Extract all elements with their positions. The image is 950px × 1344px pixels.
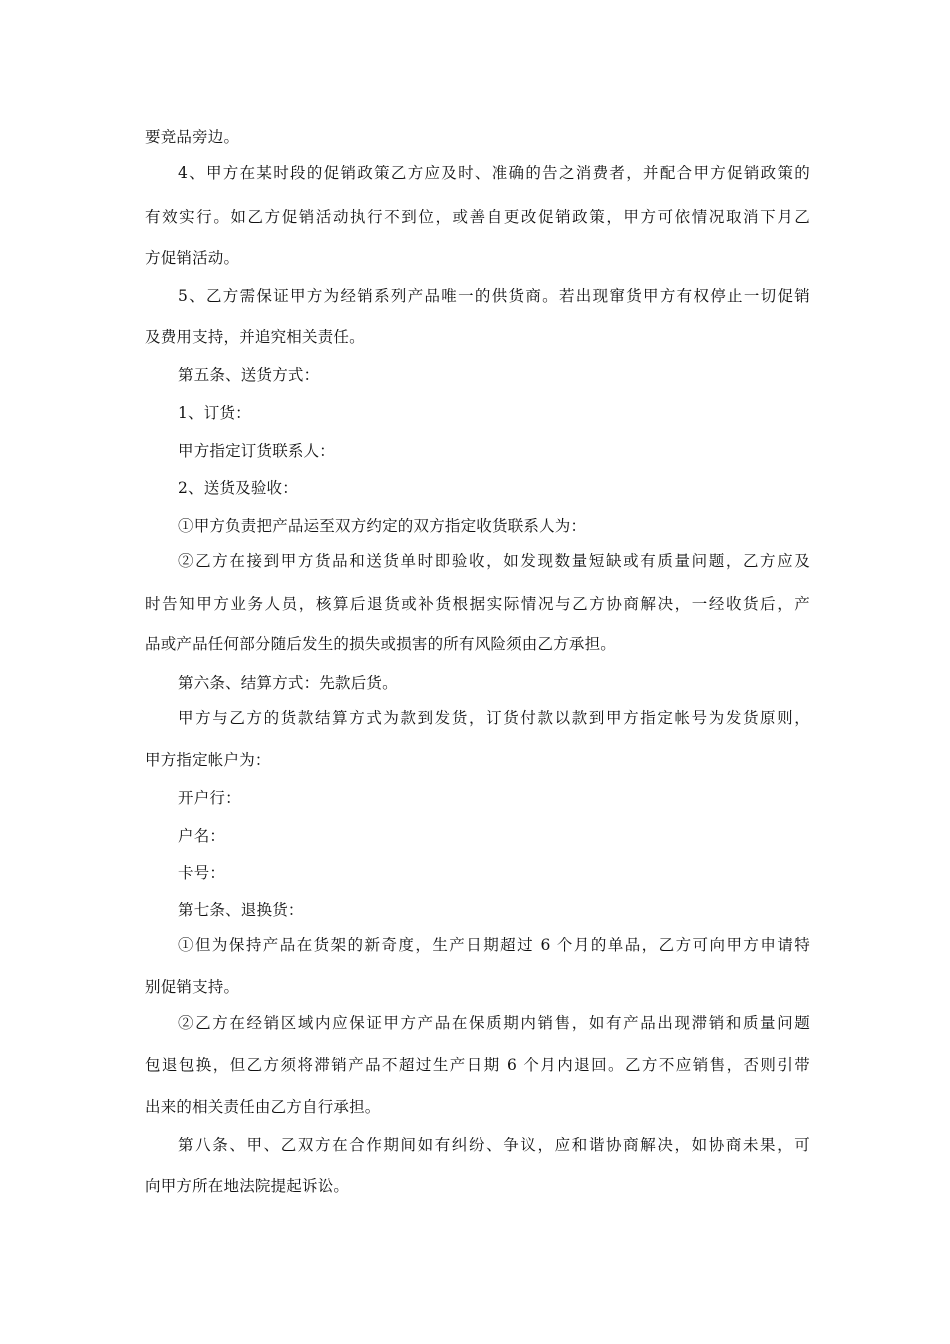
- text-line: 及费用支持，并追究相关责任。: [145, 328, 365, 346]
- text-line: 甲方指定订货联系人：: [178, 442, 336, 460]
- text-line: 品或产品任何部分随后发生的损失或损害的所有风险须由乙方承担。: [145, 635, 617, 653]
- text-line: ②乙方在经销区域内应保证甲方产品在保质期内销售，如有产品出现滞销和质量问题: [178, 1014, 810, 1032]
- text-line: 别促销支持。: [145, 978, 240, 996]
- text-line: 4、甲方在某时段的促销政策乙方应及时、准确的告之消费者，并配合甲方促销政策的: [178, 164, 810, 182]
- text-line: 出来的相关责任由乙方自行承担。: [145, 1098, 381, 1116]
- text-line: 方促销活动。: [145, 249, 240, 267]
- section-heading: 第七条、退换货：: [178, 901, 304, 919]
- text-line: 有效实行。如乙方促销活动执行不到位，或善自更改促销政策，甲方可依情况取消下月乙: [145, 208, 810, 226]
- text-line: ①但为保持产品在货架的新奇度，生产日期超过 6 个月的单品，乙方可向甲方申请特: [178, 936, 810, 954]
- section-heading: 第八条、甲、乙双方在合作期间如有纠纷、争议，应和谐协商解决，如协商未果，可: [178, 1136, 810, 1154]
- text-line: 5、乙方需保证甲方为经销系列产品唯一的供货商。若出现窜货甲方有权停止一切促销: [178, 287, 810, 305]
- text-line: 1、订货：: [178, 404, 251, 422]
- text-line: ②乙方在接到甲方货品和送货单时即验收，如发现数量短缺或有质量问题，乙方应及: [178, 552, 810, 570]
- text-line: ①甲方负责把产品运至双方约定的双方指定收货联系人为：: [178, 517, 587, 535]
- text-line: 开户行：: [178, 789, 241, 807]
- text-line: 甲方指定帐户为：: [145, 751, 271, 769]
- text-line: 户名：: [178, 827, 226, 845]
- text-line: 时告知甲方业务人员，核算后退货或补货根据实际情况与乙方协商解决，一经收货后，产: [145, 595, 810, 613]
- text-line: 要竞品旁边。: [145, 128, 240, 146]
- text-line: 向甲方所在地法院提起诉讼。: [145, 1177, 350, 1195]
- section-heading: 第六条、结算方式：先款后货。: [178, 674, 398, 692]
- text-line: 包退包换，但乙方须将滞销产品不超过生产日期 6 个月内退回。乙方不应销售，否则引带: [145, 1056, 810, 1074]
- text-line: 2、送货及验收：: [178, 479, 298, 497]
- section-heading: 第五条、送货方式：: [178, 366, 320, 384]
- text-line: 卡号：: [178, 864, 226, 882]
- text-line: 甲方与乙方的货款结算方式为款到发货，订货付款以款到甲方指定帐号为发货原则，: [178, 709, 810, 727]
